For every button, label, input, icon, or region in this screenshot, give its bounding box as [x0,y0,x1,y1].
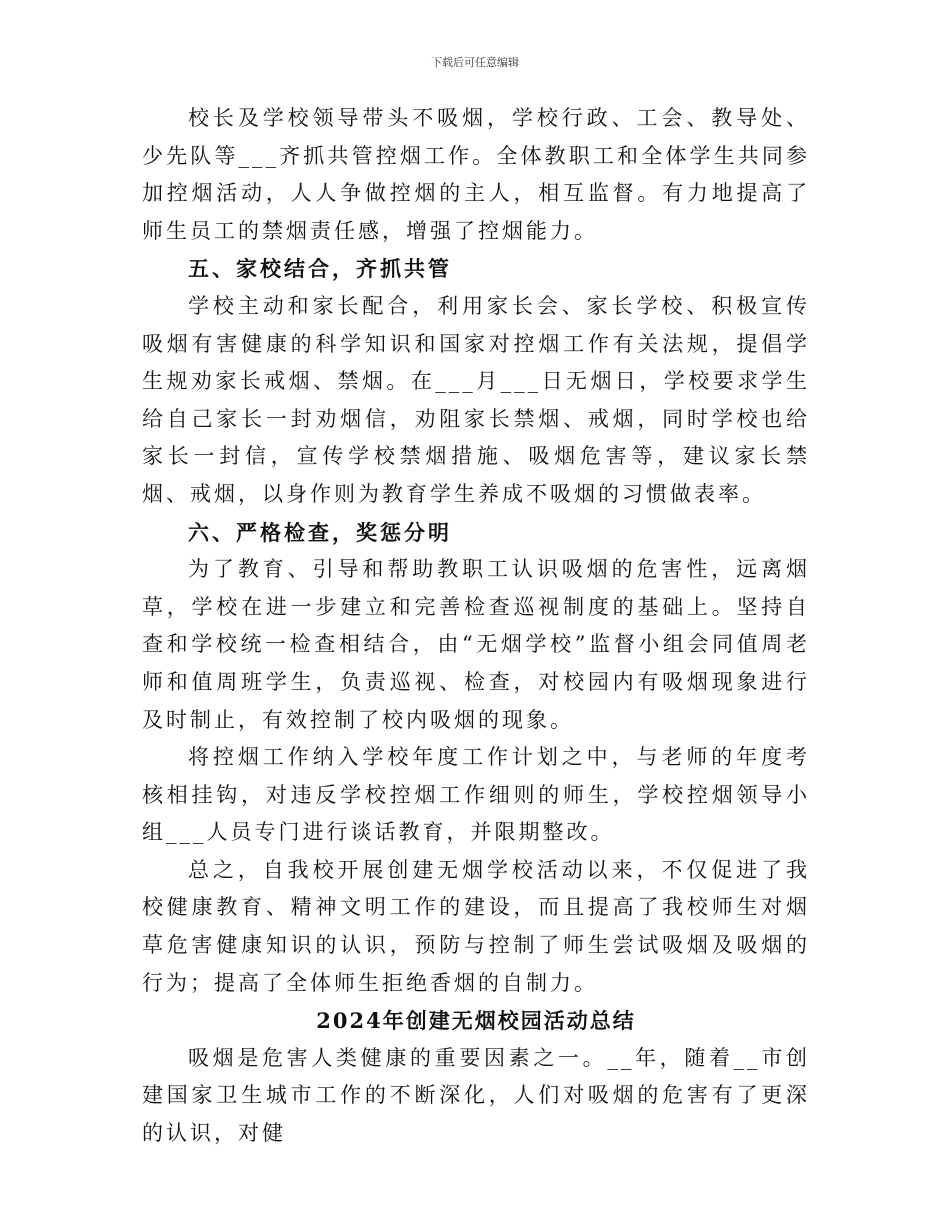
page-header: 下载后可任意编辑 [431,56,519,69]
section-heading-inspection: 六、严格检查，奖惩分明 [188,519,452,545]
paragraph-smoking-leadership: 校长及学校领导带头不吸烟，学校行政、工会、教导处、少先队等___齐抓共管控烟工作。全体教职工和全体学生共同参加控烟活动，人人争做控烟的主人，相互监督。有力地提高了师生员工的禁烟责任感，增强了控烟能力。 [142,106,810,243]
section-heading-home-school: 五、家校结合，齐抓共管 [188,256,452,282]
paragraph-home-school: 学校主动和家长配合，利用家长会、家长学校、积极宣传吸烟有害健康的科学知识和国家对控烟工作有关法规，提倡学生规劝家长戒烟、禁烟。在___月___日无烟日，学校要求学生给自己家长一封劝烟信，劝阻家长禁烟、戒烟，同时学校也给家长一封信，宣传学校禁烟措施、吸烟危害等，建议家长禁烟、戒烟，以身作则为教育学生养成不吸烟的习惯做表率。 [142,293,810,506]
paragraph-work-plan: 将控烟工作纳入学校年度工作计划之中，与老师的年度考核相挂钩，对违反学校控烟工作细则的师生，学校控烟领导小组___人员专门进行谈话教育，并限期整改。 [142,745,810,845]
paragraph-inspection: 为了教育、引导和帮助教职工认识吸烟的危害性，远离烟草，学校在进一步建立和完善检查巡视制度的基础上。坚持自查和学校统一检查相结合，由“无烟学校”监督小组会同值周老师和值周班学生，负责巡视、检查，对校园内有吸烟现象进行及时制止，有效控制了校内吸烟的现象。 [142,557,810,732]
paragraph-intro-2024: 吸烟是危害人类健康的重要因素之一。__年，随着__市创建国家卫生城市工作的不断深化，人们对吸烟的危害有了更深的认识，对健 [142,1045,810,1146]
paragraph-summary: 总之，自我校开展创建无烟学校活动以来，不仅促进了我校健康教育、精神文明工作的建设，而且提高了我校师生对烟草危害健康知识的认识，预防与控制了师生尝试吸烟及吸烟的行为；提高了全体师生拒绝香烟的自制力。 [142,857,810,995]
document-title-2024: 2024年创建无烟校园活动总结 [316,1008,636,1034]
document-body [142,100,810,1153]
